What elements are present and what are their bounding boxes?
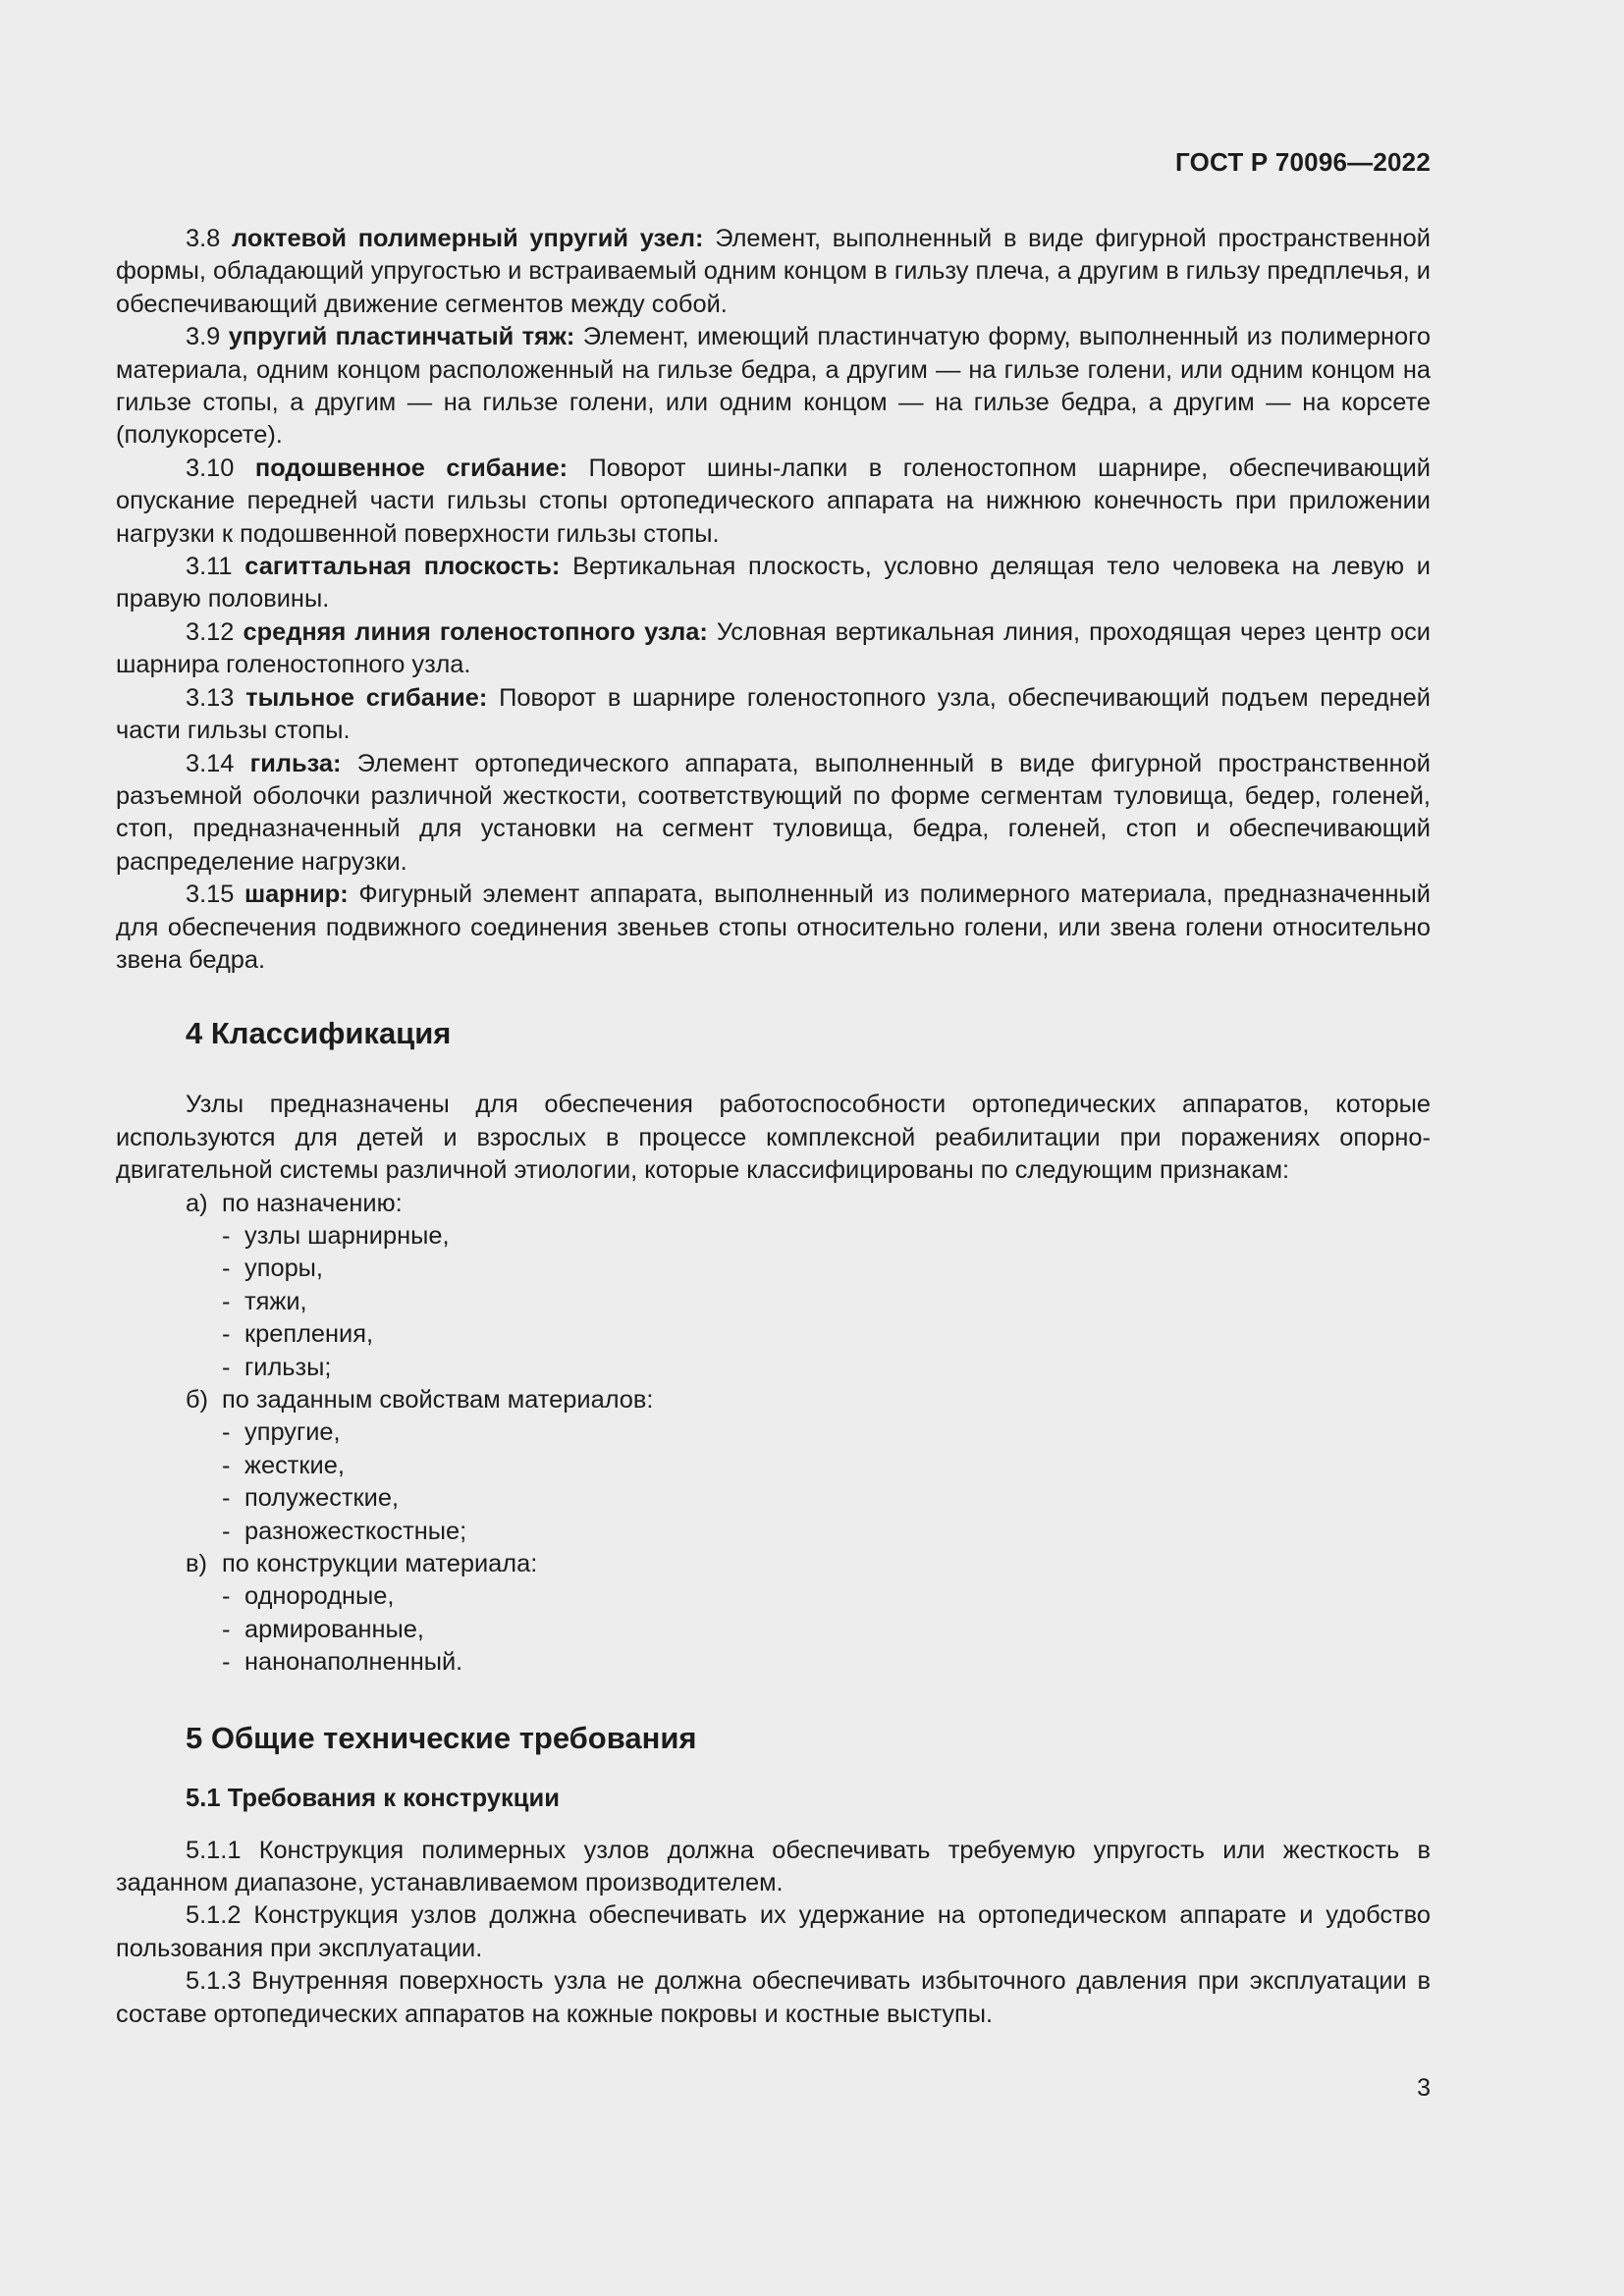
list-item: - гильзы; [222,1353,332,1381]
list-group: а) по назначению: [186,1189,403,1217]
list-item: - тяжи, [222,1287,307,1315]
document-code: ГОСТ Р 70096—2022 [1175,147,1431,177]
classification-list [116,1188,1431,1680]
para-5-1-2: 5.1.2 Конструкция узлов должна обеспечивать их удержание на ортопедическом аппарате и удобство пользования при эксплуатации. [116,1901,1431,1962]
term-title: шарнир: [244,881,349,909]
term-title: гильза: [249,749,342,777]
list-group: в) по конструкции материала: [186,1550,538,1578]
term-3-14: 3.14 гильза: Элемент ортопедического аппарата, выполненный в виде фигурной пространственной разъемной оболочки различной жесткости, соответствующий по форме сегментам туловища, бедер, голеней, стоп, предназначенный для установки на сегмент туловища, бедра, голеней, стоп и обеспечивающий распределение нагрузки. [116,749,1431,876]
subsection-5-1-heading: 5.1 Требования к конструкции [186,1784,560,1812]
term-title: подошвенное сгибание: [254,454,568,482]
term-3-9: 3.9 упругий пластинчатый тяж: Элемент, имеющий пластинчатую форму, выполненный из полимерного материала, одним концом расположенный на гильзе бедра, а другим — на гильзе голени, или одним концом на гильзе стопы, а другим — на гильзе голени, или одним концом — на гильзе бедра, а другим — на корсете (полукорсете). [116,323,1431,450]
term-title: тыльное сгибание: [245,683,488,712]
list-item: - нанонаполненный. [222,1648,463,1677]
list-item: - упругие, [222,1418,341,1447]
section-5-heading: 5 Общие технические требования [186,1720,697,1755]
list-item: - узлы шарнирные, [222,1221,450,1250]
term-title: средняя линия голеностопного узла: [243,617,708,646]
list-item: - однородные, [222,1582,395,1611]
term-3-10: 3.10 подошвенное сгибание: Поворот шины-лапки в голеностопном шарнире, обеспечивающий опускание передней части гильзы стопы ортопедического аппарата на нижнюю конечность при приложении нагрузки к подошвенной поверхности гильзы стопы. [116,454,1431,548]
list-group: б) по заданным свойствам материалов: [186,1386,654,1414]
term-3-8: 3.8 локтевой полимерный упругий узел: Элемент, выполненный в виде фигурной пространственной формы, обладающий упругостью и встраиваемый одним концом в гильзу плеча, а другим в гильзу предплечья, и обеспечивающий движение сегментов между собой. [116,225,1431,318]
list-item: - крепления, [222,1320,374,1349]
list-item: - жесткие, [222,1451,345,1479]
term-title: сагиттальная плоскость: [244,553,561,581]
term-3-13: 3.13 тыльное сгибание: Поворот в шарнире голеностопного узла, обеспечивающий подъем передней части гильзы стопы. [116,683,1431,745]
list-item: - упоры, [222,1255,323,1283]
page-number: 3 [1417,2074,1431,2102]
term-3-11: 3.11 сагиттальная плоскость: Вертикальная плоскость, условно делящая тело человека на левую и правую половины. [116,553,1431,614]
para-5-1-3: 5.1.3 Внутренняя поверхность узла не должна обеспечивать избыточного давления при эксплуатации в составе ортопедических аппаратов на кожные покровы и костные выступы. [116,1967,1431,2028]
term-title: локтевой полимерный упругий узел: [232,225,704,252]
page-content [116,223,1431,2031]
term-3-15: 3.15 шарнир: Фигурный элемент аппарата, выполненный из полимерного материала, предназначенный для обеспечения подвижного соединения звеньев стопы относительно голени, или звена голени относительно звена бедра. [116,881,1431,974]
term-3-12: 3.12 средняя линия голеностопного узла: Условная вертикальная линия, проходящая через центр оси шарнира голеностопного узла. [116,617,1431,679]
term-title: упругий пластинчатый тяж: [228,323,575,351]
section-4-heading: 4 Классификация [186,1016,452,1051]
para-5-1-1: 5.1.1 Конструкция полимерных узлов должна обеспечивать требуемую упругость или жесткость в заданном диапазоне, устанавливаемом производителем. [116,1836,1431,1897]
list-item: - армированные, [222,1615,424,1643]
list-item: - разножесткостные; [222,1517,467,1545]
list-item: - полужесткие, [222,1484,400,1513]
section-4-intro: Узлы предназначены для обеспечения работоспособности ортопедических аппаратов, которые используются для детей и взрослых в процессе комплексной реабилитации при поражениях опорно-двигательной системы различной этиологии, которые классифицированы по следующим признакам: [116,1091,1431,1185]
